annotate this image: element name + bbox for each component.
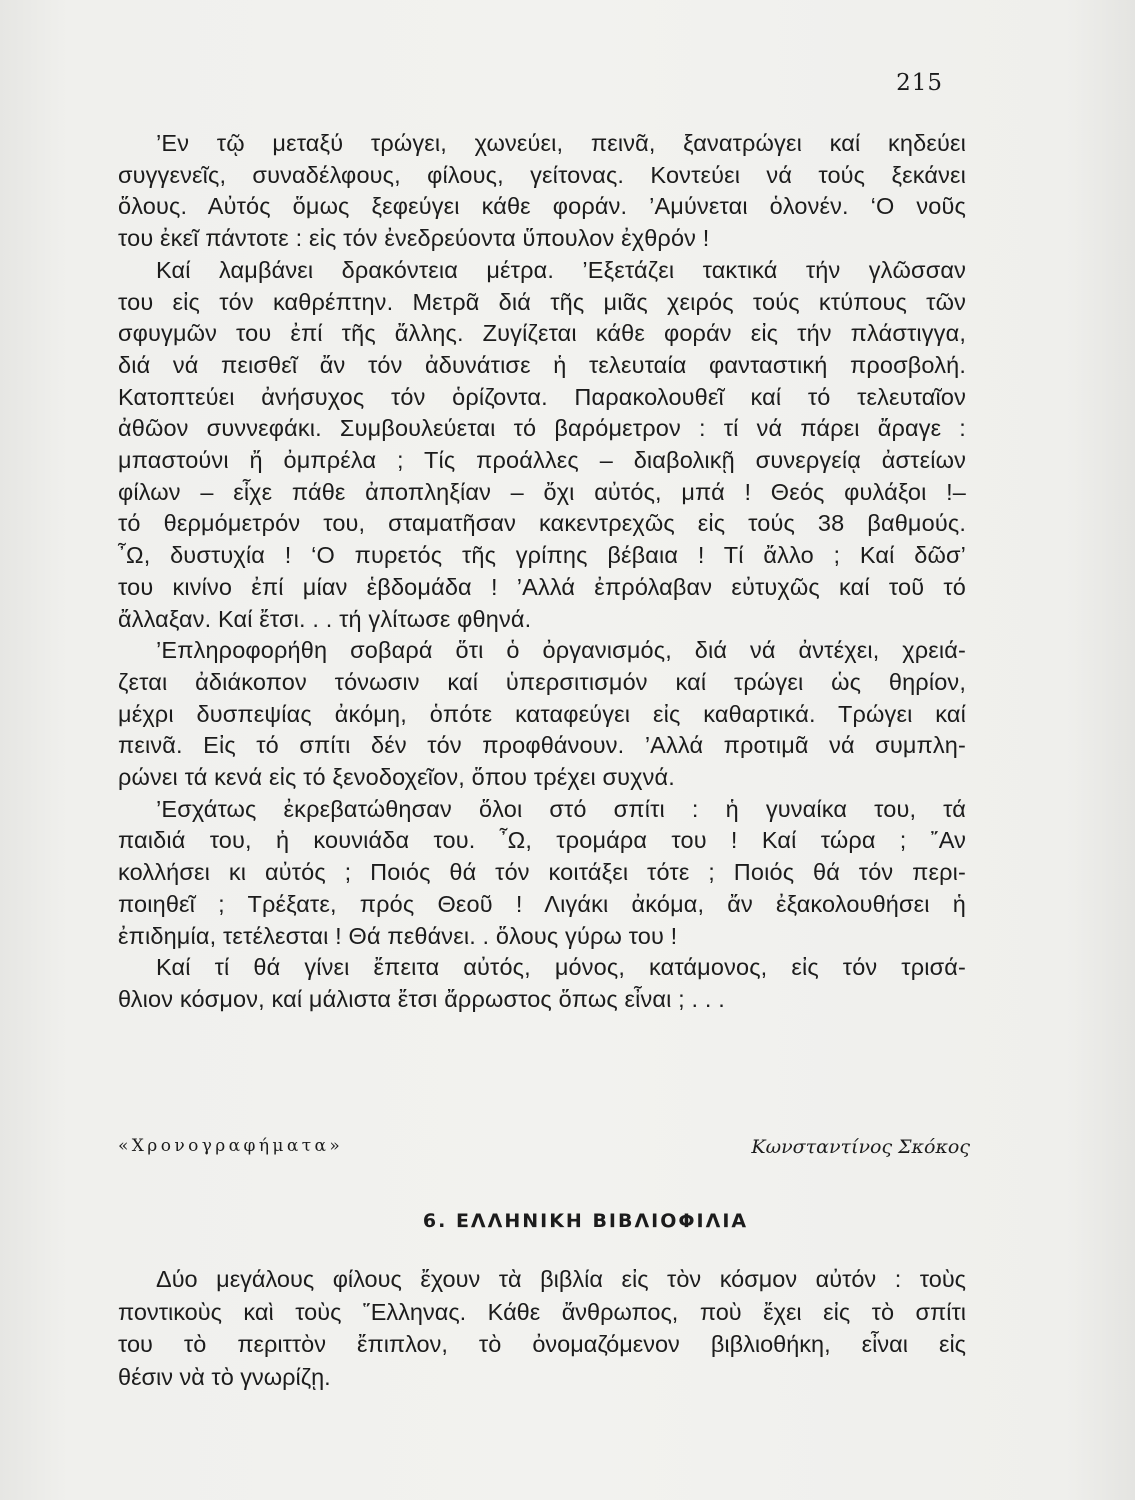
- passage-line: πεινᾶ. Εἰς τό σπίτι δέν τόν προφθάνουν. ’Αλλά προτιμᾶ νά συμπλη-: [118, 732, 966, 759]
- passage-line: ’Εν τῷ μεταξύ τρώγει, χωνεύει, πεινᾶ, ξανατρώγει καί κηδεύει: [156, 130, 966, 156]
- passage-line: του εἰς τόν καθρέπτην. Μετρᾶ διά τῆς μιᾶς χειρός τούς κτύπους τῶν: [118, 288, 966, 315]
- section-heading: 6. ΕΛΛΗΝΙΚΗ ΒΙΒΛΙΟΦΙΛΙΑ: [422, 1210, 749, 1232]
- section-line: θέσιν νὰ τὸ γνωρίζῃ.: [118, 1363, 331, 1390]
- passage-line: διά νά πεισθεῖ ἄν τόν ἀδυνάτισε ἡ τελευταία φανταστική προσβολή.: [118, 351, 966, 378]
- passage-line: του ἐκεῖ πάντοτε : εἰς τόν ἐνεδρεύοντα ὕπουλον ἐχθρόν !: [118, 225, 710, 252]
- passage-line: ποιηθεῖ ; Τρέξατε, πρός Θεοῦ ! Λιγάκι ἀκόμα, ἄν ἐξακολουθήσει ἡ: [118, 890, 966, 917]
- passage-line: ’Επληροφορήθη σοβαρά ὅτι ὁ ὀργανισμός, διά νά ἀντέχει, χρειά-: [156, 637, 966, 664]
- passage-line: Καί τί θά γίνει ἔπειτα αὐτός, μόνος, κατάμονος, εἰς τόν τρισά-: [156, 954, 966, 981]
- section-line: του τὸ περιττὸν ἔπιπλον, τὸ ὀνομαζόμενον βιβλιοθήκη, εἶναι εἰς: [118, 1331, 966, 1357]
- passage-line: συγγενεῖς, συναδέλφους, φίλους, γείτονας. Κοντεύει νά τούς ξεκάνει: [118, 161, 966, 188]
- passage-line: ρώνει τά κενά εἰς τό ξενοδοχεῖον, ὅπου τρέχει συχνά.: [118, 764, 675, 791]
- passage-line: μέχρι δυσπεψίας ἀκόμη, ὁπότε καταφεύγει εἰς καθαρτικά. Τρώγει καί: [118, 700, 966, 727]
- section-line: ποντικοὺς καὶ τοὺς ῞Ελληνας. Κάθε ἄνθρωπος, ποὺ ἔχει εἰς τὸ σπίτι: [118, 1298, 966, 1325]
- passage-line: ἀθῶον συννεφάκι. Συμβουλεύεται τό βαρόμετρον : τί νά πάρει ἄραγε :: [118, 415, 966, 442]
- source-author: Κωνσταντίνος Σκόκος: [751, 1136, 970, 1158]
- passage-line: Καί λαμβάνει δρακόντεια μέτρα. ’Εξετάζει τακτικά τήν γλῶσσαν: [156, 256, 966, 283]
- page-number: 215: [896, 70, 943, 96]
- passage-line: μπαστούνι ἤ ὀμπρέλα ; Τίς προάλλες – διαβολικῇ συνεργείᾳ ἀστείων: [118, 447, 966, 474]
- source-attribution: [118, 1136, 970, 1166]
- section-line: Δύο μεγάλους φίλους ἔχουν τὰ βιβλία εἰς τὸν κόσμον αὐτόν : τοὺς: [156, 1266, 966, 1292]
- passage-line: ἄλλαξαν. Καί ἔτσι. . . τή γλίτωσε φθηνά.: [118, 605, 532, 632]
- passage-line: παιδιά του, ἡ κουνιάδα του. ῏Ω, τρομάρα του ! Καί τώρα ; ῎Αν: [118, 827, 966, 854]
- passage-line: του κινίνο ἐπί μίαν ἑβδομάδα ! ’Αλλά ἐπρόλαβαν εὐτυχῶς καί τοῦ τό: [118, 573, 966, 600]
- section-body: [118, 1263, 966, 1393]
- passage-line: τό θερμόμετρόν του, σταματῆσαν κακεντρεχῶς εἰς τούς 38 βαθμούς.: [118, 510, 966, 537]
- passage-line: ζεται ἀδιάκοπον τόνωσιν καί ὑπερσιτισμόν καί τρώγει ὡς θηρίον,: [118, 668, 966, 695]
- passage: [118, 128, 966, 1016]
- passage-line: φίλων – εἶχε πάθε ἀποπληξίαν – ὄχι αὐτός, μπά ! Θεός φυλάξοι !–: [118, 478, 966, 505]
- passage-line: ῏Ω, δυστυχία ! ‘Ο πυρετός τῆς γρίπης βέβαια ! Τί ἄλλο ; Καί δῶσ’: [118, 542, 966, 569]
- passage-line: ὅλους. Αὐτός ὅμως ξεφεύγει κάθε φοράν. ’Αμύνεται ὁλονέν. ‘Ο νοῦς: [118, 193, 966, 220]
- source-work-title: «Χρονογραφήματα»: [118, 1136, 344, 1156]
- passage-line: θλιον κόσμον, καί μάλιστα ἔτσι ἄρρωστος ὅπως εἶναι ; . . .: [118, 985, 725, 1012]
- passage-line: ’Εσχάτως ἐκρεβατώθησαν ὅλοι στό σπίτι : ἡ γυναίκα του, τά: [156, 795, 966, 822]
- passage-line: Κατοπτεύει ἀνήσυχος τόν ὁρίζοντα. Παρακολουθεῖ καί τό τελευταῖον: [118, 383, 966, 410]
- passage-line: κολλήσει κι αὐτός ; Ποιός θά τόν κοιτάξει τότε ; Ποιός θά τόν περι-: [118, 859, 966, 886]
- passage-line: σφυγμῶν του ἐπί τῆς ἄλλης. Ζυγίζεται κάθε φοράν εἰς τήν πλάστιγγα,: [118, 320, 966, 347]
- passage-line: ἐπιδημία, τετέλεσται ! Θά πεθάνει. . ὅλους γύρω του !: [118, 922, 678, 949]
